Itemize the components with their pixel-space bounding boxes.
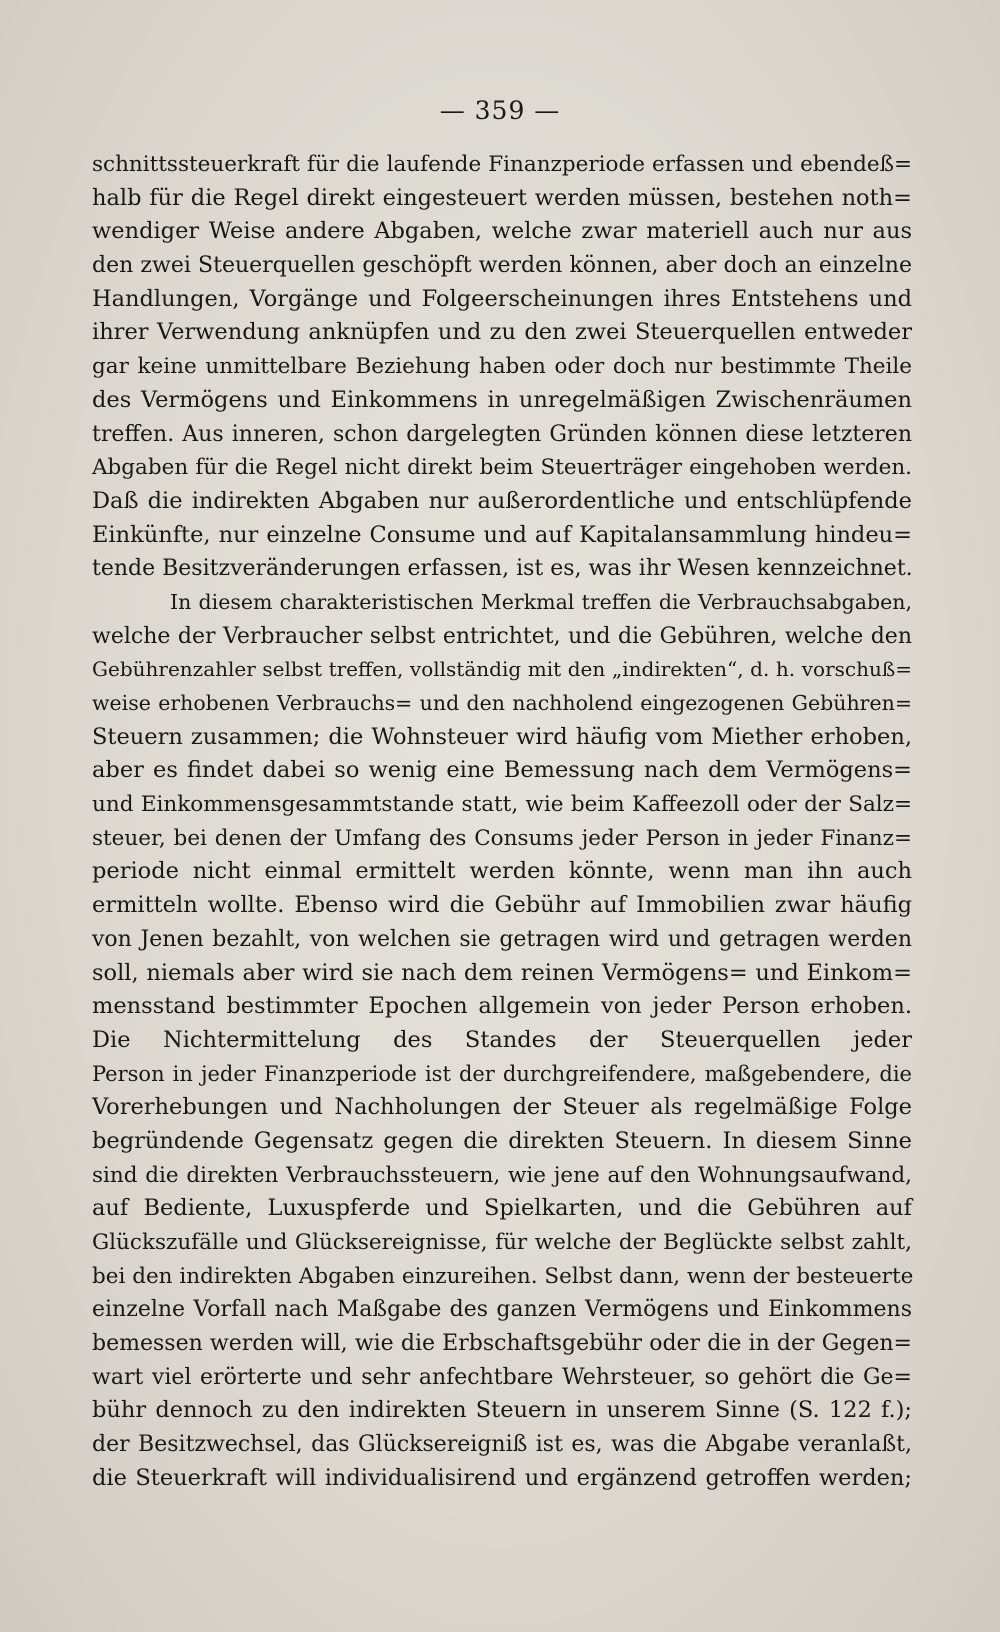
text-line: von Jenen bezahlt, von welchen sie getragen wird und getragen werden: [92, 926, 912, 952]
text-line: einzelne Vorfall nach Maßgabe des ganzen Vermögens und Einkommens: [92, 1297, 912, 1323]
body-text: [92, 148, 912, 1496]
text-line: welche der Verbraucher selbst entrichtet, und die Gebühren, welche den: [92, 623, 912, 649]
text-line: bemessen werden will, wie die Erbschaftsgebühr oder die in der Gegen=: [92, 1331, 912, 1357]
text-line: halb für die Regel direkt eingesteuert werden müssen, bestehen noth=: [92, 184, 912, 211]
text-line: den zwei Steuerquellen geschöpft werden können, aber doch an einzelne: [92, 253, 912, 279]
text-line: Glückszufälle und Glücksereignisse, für welche der Beglückte selbst zahlt,: [92, 1230, 912, 1255]
text-line: der Besitzwechsel, das Glücksereigniß ist es, was die Abgabe veranlaßt,: [92, 1432, 912, 1458]
text-line: steuer, bei denen der Umfang des Consums jeder Person in jeder Finanz=: [92, 825, 912, 851]
text-line: Handlungen, Vorgänge und Folgeerscheinungen ihres Entstehens und: [92, 285, 912, 312]
text-line: aber es findet dabei so wenig eine Bemessung nach dem Vermögens=: [92, 757, 912, 784]
text-line: periode nicht einmal ermittelt werden könnte, wenn man ihn auch: [92, 858, 912, 885]
text-line: Gebührenzahler selbst treffen, vollständig mit den „indirekten“, d. h. vorschuß=: [92, 657, 912, 682]
text-line: sind die direkten Verbrauchssteuern, wie jene auf den Wohnungsaufwand,: [92, 1162, 912, 1188]
text-line: In diesem charakteristischen Merkmal treffen die Verbrauchsabgaben,: [170, 589, 912, 614]
text-line: tende Besitzveränderungen erfassen, ist es, was ihr Wesen kennzeichnet.: [92, 556, 913, 582]
text-line: weise erhobenen Verbrauchs= und den nachholend eingezogenen Gebühren=: [92, 691, 912, 715]
text-line: und Einkommensgesammtstande statt, wie beim Kaffeezoll oder der Salz=: [92, 792, 912, 818]
page-number: — 359 —: [439, 96, 561, 125]
text-line: die Steuerkraft will individualisirend und ergänzend getroffen werden;: [92, 1464, 912, 1491]
text-line: mensstand bestimmter Epochen allgemein von jeder Person erhoben.: [92, 993, 912, 1020]
text-line: Person in jeder Finanzperiode ist der durchgreifendere, maßgebendere, die: [92, 1061, 912, 1086]
text-line: Vorerhebungen und Nachholungen der Steuer als regelmäßige Folge: [92, 1094, 912, 1121]
text-line: ihrer Verwendung anknüpfen und zu den zwei Steuerquellen entweder: [92, 319, 912, 346]
text-line: Steuern zusammen; die Wohnsteuer wird häufig vom Miether erhoben,: [92, 723, 912, 750]
text-line: des Vermögens und Einkommens in unregelmäßigen Zwischenräumen: [92, 386, 912, 413]
text-line: ermitteln wollte. Ebenso wird die Gebühr auf Immobilien zwar häufig: [92, 892, 912, 919]
text-line: begründende Gegensatz gegen die direkten Steuern. In diesem Sinne: [92, 1127, 912, 1154]
text-line: treffen. Aus inneren, schon dargelegten Gründen können diese letzteren: [92, 421, 912, 447]
text-line: schnittssteuerkraft für die laufende Finanzperiode erfassen und ebendeß=: [92, 152, 912, 177]
text-line: soll, niemals aber wird sie nach dem reinen Vermögens= und Einkom=: [92, 959, 912, 986]
text-line: bei den indirekten Abgaben einzureihen. Selbst dann, wenn der besteuerte: [92, 1263, 914, 1289]
text-line: wendiger Weise andere Abgaben, welche zwar materiell auch nur aus: [92, 218, 912, 245]
text-line: Abgaben für die Regel nicht direkt beim Steuerträger eingehoben werden.: [92, 455, 912, 481]
text-line: auf Bediente, Luxuspferde und Spielkarten, und die Gebühren auf: [92, 1195, 912, 1222]
text-line: bühr dennoch zu den indirekten Steuern in unserem Sinne (S. 122 f.);: [92, 1397, 912, 1424]
text-line: Die Nichtermittelung des Standes der Steuerquellen jeder: [92, 1026, 912, 1053]
text-line: gar keine unmittelbare Beziehung haben oder doch nur bestimmte Theile: [92, 354, 912, 380]
text-line: Einkünfte, nur einzelne Consume und auf Kapitalansammlung hindeu=: [92, 521, 912, 548]
text-line: Daß die indirekten Abgaben nur außerordentliche und entschlüpfende: [92, 487, 912, 514]
text-line: wart viel erörterte und sehr anfechtbare Wehrsteuer, so gehört die Ge=: [92, 1364, 912, 1390]
